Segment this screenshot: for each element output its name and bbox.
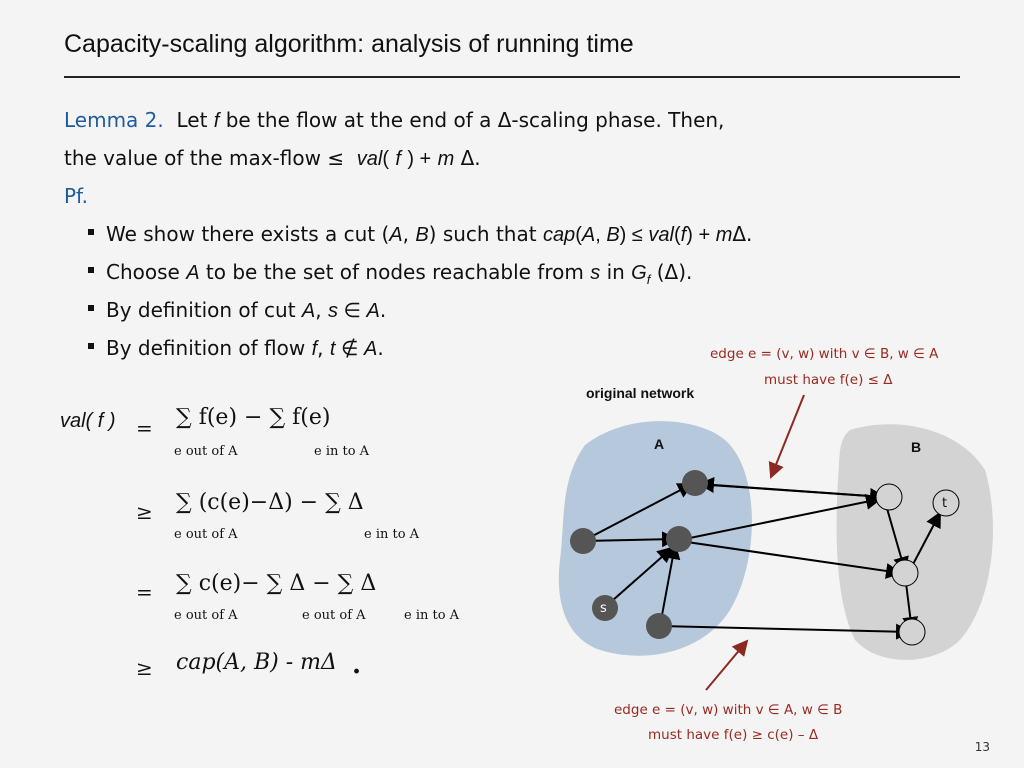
node-t-label: t <box>942 496 948 511</box>
eq-rel-1: = <box>136 416 153 440</box>
math-A: A <box>364 338 378 360</box>
math-m: m <box>715 224 733 246</box>
text: ∈ <box>337 300 367 322</box>
node <box>646 613 672 639</box>
text: ) + <box>686 224 716 246</box>
region-A-label: A <box>654 436 665 452</box>
math-sub-f: f <box>646 272 651 287</box>
math-t: t <box>329 338 336 360</box>
lemma-label: Lemma 2. <box>64 108 164 132</box>
equation-lhs: val( f ) <box>60 410 116 432</box>
eq-sub-1b: e in to A <box>314 444 370 459</box>
math-val: val <box>648 224 674 246</box>
math-f: f <box>311 338 318 360</box>
node <box>876 484 902 510</box>
math-A: A <box>301 300 316 322</box>
eq-expr-2: ∑ (c(e)−Δ) − ∑ Δ <box>176 490 364 515</box>
text: (Δ). <box>650 260 693 284</box>
node <box>892 560 918 586</box>
note-top-line-2: must have f(e) ≤ Δ <box>764 372 893 388</box>
text: Choose <box>106 260 187 284</box>
note-bottom-line-1: edge e = (v, w) with v ∈ A, w ∈ B <box>614 702 843 718</box>
page-number: 13 <box>974 740 990 754</box>
math-G: G <box>631 262 647 284</box>
text: Δ. <box>732 222 753 246</box>
math-s: s <box>590 262 601 284</box>
math-cap: cap <box>542 224 576 246</box>
eq-sub-3c: e in to A <box>404 608 460 623</box>
math-A: A <box>186 262 200 284</box>
slide-title: Capacity-scaling algorithm: analysis of running time <box>64 30 634 58</box>
math-f: f <box>395 148 401 170</box>
eq-end-dot: . <box>352 650 362 680</box>
math-A: A <box>581 224 596 246</box>
text: , <box>315 298 328 322</box>
math-A: A <box>389 224 403 246</box>
math-f: f <box>213 110 220 132</box>
text: ) such that <box>428 222 543 246</box>
eq-expr-1: ∑ f(e) − ∑ f(e) <box>176 405 331 430</box>
math-s: s <box>327 300 338 322</box>
proof-label: Pf. <box>64 184 89 208</box>
eq-rel-3: = <box>136 580 153 604</box>
lemma-text: Let <box>176 108 208 132</box>
math-delta: Δ. <box>460 146 481 170</box>
text: ) ≤ <box>619 224 649 246</box>
text: . <box>377 336 384 360</box>
text: ( <box>674 224 681 246</box>
text: ∉ <box>335 338 364 360</box>
math-B: B <box>606 224 620 246</box>
math-B: B <box>415 224 429 246</box>
eq-sub-3a: e out of A <box>174 608 238 623</box>
text: in <box>600 260 632 284</box>
math-m: m <box>437 148 455 170</box>
eq-rel-4: ≥ <box>136 656 153 680</box>
math-val: val <box>356 148 383 170</box>
node <box>899 619 925 645</box>
eq-rel-2: ≥ <box>136 500 153 524</box>
node <box>682 470 708 496</box>
text: to be the set of nodes reachable from <box>199 260 591 284</box>
note-top-line-1: edge e = (v, w) with v ∈ B, w ∈ A <box>710 346 939 362</box>
text: By definition of flow <box>106 336 312 360</box>
annotation-arrow <box>771 395 804 477</box>
node <box>666 526 692 552</box>
math-plus: ) + <box>407 148 432 170</box>
text: We show there exists a cut ( <box>106 222 390 246</box>
text: . <box>379 298 387 322</box>
text: , <box>595 224 607 246</box>
annotation-arrow <box>706 641 747 690</box>
lemma-text: be the flow at the end of a Δ-scaling phase. Then, <box>225 108 725 132</box>
text: ( <box>575 224 582 246</box>
math-A: A <box>366 300 380 322</box>
math-paren: ( <box>382 148 390 170</box>
text: , <box>317 336 330 360</box>
eq-sub-1a: e out of A <box>174 444 238 459</box>
text: By definition of cut <box>106 298 302 322</box>
text: , <box>402 222 416 246</box>
eq-sub-2b: e in to A <box>364 527 420 542</box>
eq-sub-2a: e out of A <box>174 527 238 542</box>
node <box>570 528 596 554</box>
region-B-label: B <box>911 439 922 455</box>
eq-expr-3: ∑ c(e)− ∑ Δ − ∑ Δ <box>176 571 377 596</box>
node-s-label: s <box>600 601 607 616</box>
note-bottom-line-2: must have f(e) ≥ c(e) – Δ <box>648 727 819 743</box>
eq-expr-4: cap(A, B) - mΔ <box>176 650 337 675</box>
lemma-text: the value of the max-flow ≤ <box>64 146 345 170</box>
eq-sub-3b: e out of A <box>302 608 366 623</box>
diagram-label: original network <box>586 385 695 401</box>
math-f: f <box>680 224 687 246</box>
